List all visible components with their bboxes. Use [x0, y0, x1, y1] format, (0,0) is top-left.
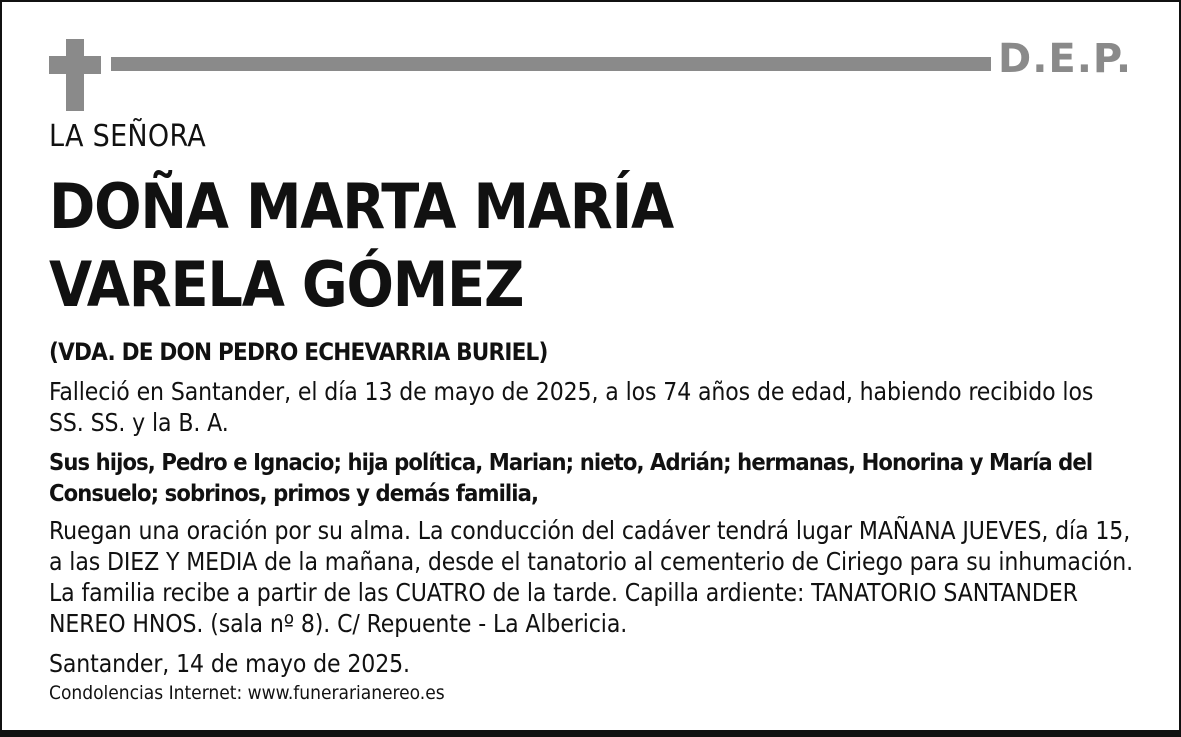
family-line-2: Consuelo; sobrinos, primos y demás familia, — [49, 479, 539, 507]
deceased-name-line-2: VARELA GÓMEZ — [49, 248, 524, 321]
funeral-info-line-4: NEREO HNOS. (sala nº 8). C/ Repuente - La Albericia. — [49, 609, 628, 638]
funeral-info-line-3: La familia recibe a partir de las CUATRO de la tarde. Capilla ardiente: TANATORIO SANTANDER — [49, 578, 1078, 607]
dep-label: D.E.P. — [998, 36, 1133, 82]
death-info-line-1: Falleció en Santander, el día 13 de mayo de 2025, a los 74 años de edad, habiendo recibido los — [49, 377, 1094, 406]
family-line-1: Sus hijos, Pedro e Ignacio; hija política, Marian; nieto, Adrián; hermanas, Honorina y María del — [49, 448, 1093, 476]
honorific: LA SEÑORA — [49, 119, 207, 154]
funeral-info-line-1: Ruegan una oración por su alma. La conducción del cadáver tendrá lugar MAÑANA JUEVES, día 15, — [49, 516, 1131, 545]
widow-of-line: (VDA. DE DON PEDRO ECHEVARRIA BURIEL) — [49, 338, 548, 366]
death-info-line-2: SS. SS. y la B. A. — [49, 408, 229, 437]
condolences-line: Condolencias Internet: www.funerarianereo.es — [49, 682, 445, 704]
funeral-info-line-2: a las DIEZ Y MEDIA de la mañana, desde el tanatorio al cementerio de Ciriego para su inhumación. — [49, 547, 1134, 576]
place-date: Santander, 14 de mayo de 2025. — [49, 649, 410, 678]
cross-icon-vertical — [66, 39, 84, 111]
cross-icon-horizontal — [49, 56, 101, 74]
header-rule — [111, 57, 991, 71]
deceased-name-line-1: DOÑA MARTA MARÍA — [49, 170, 674, 243]
